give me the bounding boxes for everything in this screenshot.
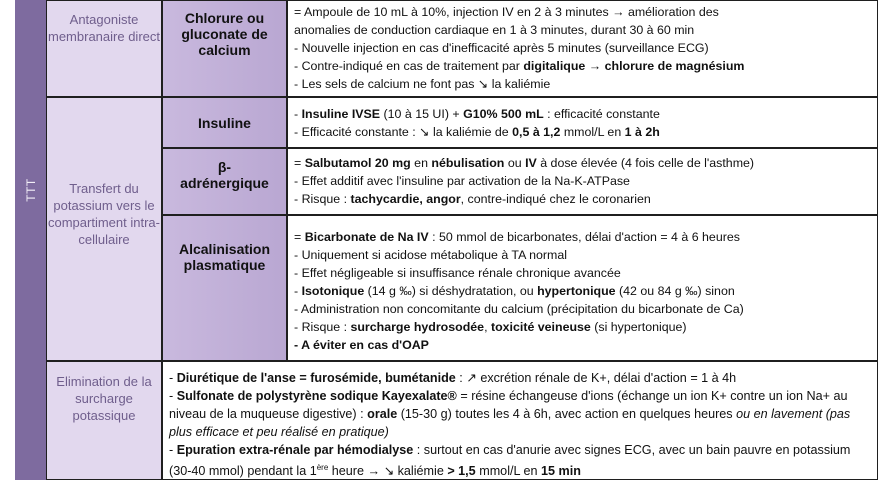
desc-beta xyxy=(287,148,878,215)
desc-alcal-line-7: - A éviter en cas d'OAP xyxy=(294,338,429,352)
drug-alcalinisation-label: Alcalinisation plasmatique xyxy=(178,241,271,273)
drug-insuline-label: Insuline xyxy=(198,114,251,131)
desc-alcal-line-1: = Bicarbonate de Na IV : 50 mmol de bicarbonates, délai d'action = 4 à 6 heures xyxy=(294,230,740,244)
group-antagoniste-label: Antagoniste membranaire direct xyxy=(48,12,160,44)
drug-alcalinisation xyxy=(162,215,287,361)
desc-elimination xyxy=(162,361,878,480)
desc-beta-line-3: - Risque : tachycardie, angor, contre-indiqué chez le coronarien xyxy=(294,192,651,206)
desc-insuline-line-1: - Insuline IVSE (10 à 15 UI) + G10% 500 mL : efficacité constante xyxy=(294,107,660,121)
desc-beta-line-2: - Effet additif avec l'insuline par activation de la Na-K-ATPase xyxy=(294,174,630,188)
drug-insuline xyxy=(162,97,287,148)
desc-insuline xyxy=(287,97,878,148)
desc-elim-line-1: - Diurétique de l'anse = furosémide, bumétanide : ↗ excrétion rénale de K+, délai d'action = 1 à 4h xyxy=(169,371,737,385)
desc-calcium-line-4: - Contre-indiqué en cas de traitement par digitalique → chlorure de magnésium xyxy=(294,59,745,73)
desc-alcal-line-3: - Effet négligeable si insuffisance rénale chronique avancée xyxy=(294,266,621,280)
drug-calcium xyxy=(162,0,287,97)
group-antagoniste xyxy=(46,0,162,97)
desc-alcal-line-5: - Administration non concomitante du calcium (précipitation du bicarbonate de Ca) xyxy=(294,302,744,316)
drug-beta-label: β-adrénergique xyxy=(180,159,269,191)
group-transfert xyxy=(46,97,162,361)
left-margin xyxy=(0,0,15,480)
section-bar xyxy=(15,0,47,480)
desc-alcal-line-2: - Uniquement si acidose métabolique à TA normal xyxy=(294,248,567,262)
group-transfert-label: Transfert du potassium vers le compartiment intra-cellulaire xyxy=(48,181,160,247)
desc-calcium xyxy=(287,0,878,97)
drug-beta xyxy=(162,148,287,215)
desc-elim-line-3: - Epuration extra-rénale par hémodialyse : surtout en cas d'anurie avec signes ECG, avec un bain pauvre en potassium (30-40 mmol) pendant la 1ère heure → ↘ kaliémie > 1,5 mmol/L en 15 min xyxy=(169,443,851,479)
drug-calcium-label: Chlorure ou gluconate de calcium xyxy=(181,10,268,58)
section-label-text: TTT xyxy=(23,178,38,202)
group-elimination xyxy=(46,361,162,480)
desc-calcium-line-1: = Ampoule de 10 mL à 10%, injection IV en 2 à 3 minutes → amélioration des xyxy=(294,5,719,19)
group-elimination-label: Elimination de la surcharge potassique xyxy=(56,374,152,423)
desc-elim-line-2: - Sulfonate de polystyrène sodique Kayexalate® = résine échangeuse d'ions (échange un ion K+ contre un ion Na+ au niveau de la muqueuse digestive) : orale (15-30 g) toutes les 4 à 6h, avec action en quelques heures ou en lavement (pas plus efficace et peu réalisé en pratique) xyxy=(169,389,851,439)
desc-calcium-line-2: anomalies de conduction cardiaque en 1 à 3 minutes, durant 30 à 60 min xyxy=(294,23,695,37)
desc-beta-line-1: = Salbutamol 20 mg en nébulisation ou IV à dose élevée (4 fois celle de l'asthme) xyxy=(294,156,755,170)
desc-calcium-line-5: - Les sels de calcium ne font pas ↘ la kaliémie xyxy=(294,77,551,91)
desc-alcal-line-6: - Risque : surcharge hydrosodée, toxicité veineuse (si hypertonique) xyxy=(294,320,687,334)
desc-insuline-line-2: - Efficacité constante : ↘ la kaliémie de 0,5 à 1,2 mmol/L en 1 à 2h xyxy=(294,125,660,139)
section-label xyxy=(15,170,46,210)
desc-alcal-line-4: - Isotonique (14 g ‰) si déshydratation, ou hypertonique (42 ou 84 g ‰) sinon xyxy=(294,284,735,298)
desc-calcium-line-3: - Nouvelle injection en cas d'inefficacité après 5 minutes (surveillance ECG) xyxy=(294,41,709,55)
desc-alcalinisation xyxy=(287,215,878,361)
